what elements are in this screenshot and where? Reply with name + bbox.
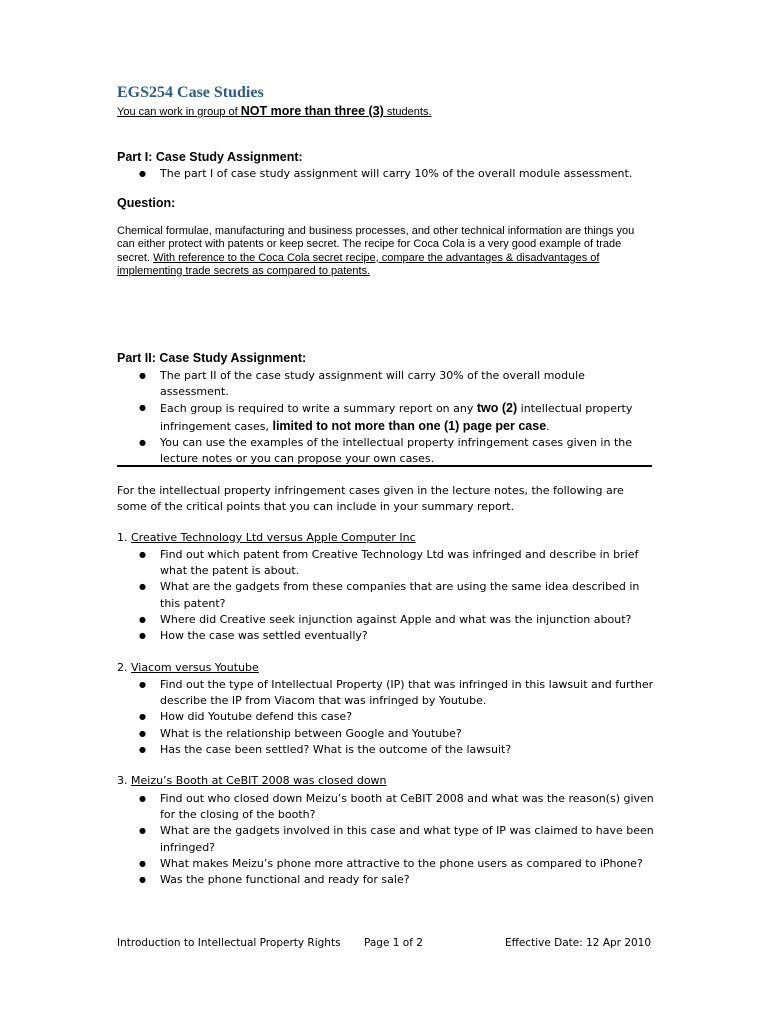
footer-course: Introduction to Intellectual Property Rights [117, 937, 341, 949]
case-3-number: 3. [117, 774, 131, 787]
list-item: ● What is the relationship between Google and Youtube? [117, 726, 657, 742]
case-1-name: Creative Technology Ltd versus Apple Computer Inc [131, 531, 416, 544]
part1-bullets [117, 166, 657, 182]
group-size-note [117, 104, 432, 118]
part2-heading: Part II: Case Study Assignment: [117, 351, 307, 365]
list-item: ● What makes Meizu’s phone more attractive to the phone users as compared to iPhone? [117, 856, 657, 872]
list-item: ● What are the gadgets from these companies that are using the same idea described in this patent? [117, 579, 657, 611]
list-item: ● Has the case been settled? What is the outcome of the lawsuit? [117, 742, 657, 758]
intro-paragraph: For the intellectual property infringement cases given in the lecture notes, the following are some of the critical points that you can include in your summary report. [117, 484, 624, 514]
list-item: ● How did Youtube defend this case? [117, 709, 657, 725]
part2-bullet-weight: ● The part II of the case study assignment will carry 30% of the overall module assessment. [117, 368, 657, 400]
part2-bullet-report-bold1: two (2) [476, 401, 518, 416]
case-3-title [117, 774, 387, 787]
footer-page-number: Page 1 of 2 [364, 937, 423, 949]
case-2-title [117, 661, 259, 674]
case-3-name: Meizu’s Booth at CeBIT 2008 was closed down [131, 774, 387, 787]
group-note-pre: You can work in group of [117, 106, 241, 118]
part2-bullets [117, 368, 657, 467]
part1-bullet: ● The part I of case study assignment will carry 10% of the overall module assessment. [117, 166, 657, 182]
list-item: ● What are the gadgets involved in this case and what type of IP was claimed to have been infringed? [117, 823, 657, 855]
question-body: Chemical formulae, manufacturing and business processes, and other technical information are things you can either protect with patents or keep secret. The recipe for Coca Cola is a very good example of trade secret. [117, 225, 635, 264]
part2-bullet-report-pre: Each group is required to write a summary report on any [160, 402, 477, 416]
part2-bullet-report [117, 400, 657, 434]
case-2-name: Viacom versus Youtube [131, 661, 259, 674]
list-item: ● Find out which patent from Creative Technology Ltd was infringed and describe in brief what the patent is about. [117, 547, 657, 579]
case-3-points [117, 791, 657, 888]
case-1-title [117, 531, 416, 544]
part2-bullet-report-mid: intellectual property infringement cases, [160, 402, 633, 433]
list-item: ● Find out the type of Intellectual Property (IP) that was infringed in this lawsuit and further describe the IP from Viacom that was infringed by Youtube. [117, 677, 657, 709]
section-divider [117, 465, 652, 467]
case-1-number: 1. [117, 531, 131, 544]
list-item: ● How the case was settled eventually? [117, 628, 657, 644]
part2-bullet-report-bold2: limited to not more than one (1) page per case [272, 418, 547, 433]
question-text [117, 225, 647, 278]
case-1-points [117, 547, 657, 644]
question-heading: Question: [117, 196, 176, 210]
list-item: ● Where did Creative seek injunction against Apple and what was the injunction about? [117, 612, 657, 628]
part2-bullet-examples: ● You can use the examples of the intellectual property infringement cases given in the lecture notes or you can propose your own cases. [117, 435, 657, 467]
question-task: With reference to the Coca Cola secret recipe, compare the advantages & disadvantages of implementing trade secrets as compared to patents. [117, 251, 600, 277]
group-note-bold: NOT more than three (3) [240, 104, 384, 118]
list-item: ● Find out who closed down Meizu’s booth at CeBIT 2008 and what was the reason(s) given for the closing of the booth? [117, 791, 657, 823]
footer-effective-date: Effective Date: 12 Apr 2010 [505, 937, 652, 949]
part2-bullet-report-post: . [546, 419, 550, 433]
document-title: EGS254 Case Studies [117, 84, 264, 101]
case-2-number: 2. [117, 661, 131, 674]
part1-heading: Part I: Case Study Assignment: [117, 150, 303, 164]
case-2-points [117, 677, 657, 758]
list-item: ● Was the phone functional and ready for sale? [117, 872, 657, 888]
group-note-post: students. [383, 106, 432, 118]
